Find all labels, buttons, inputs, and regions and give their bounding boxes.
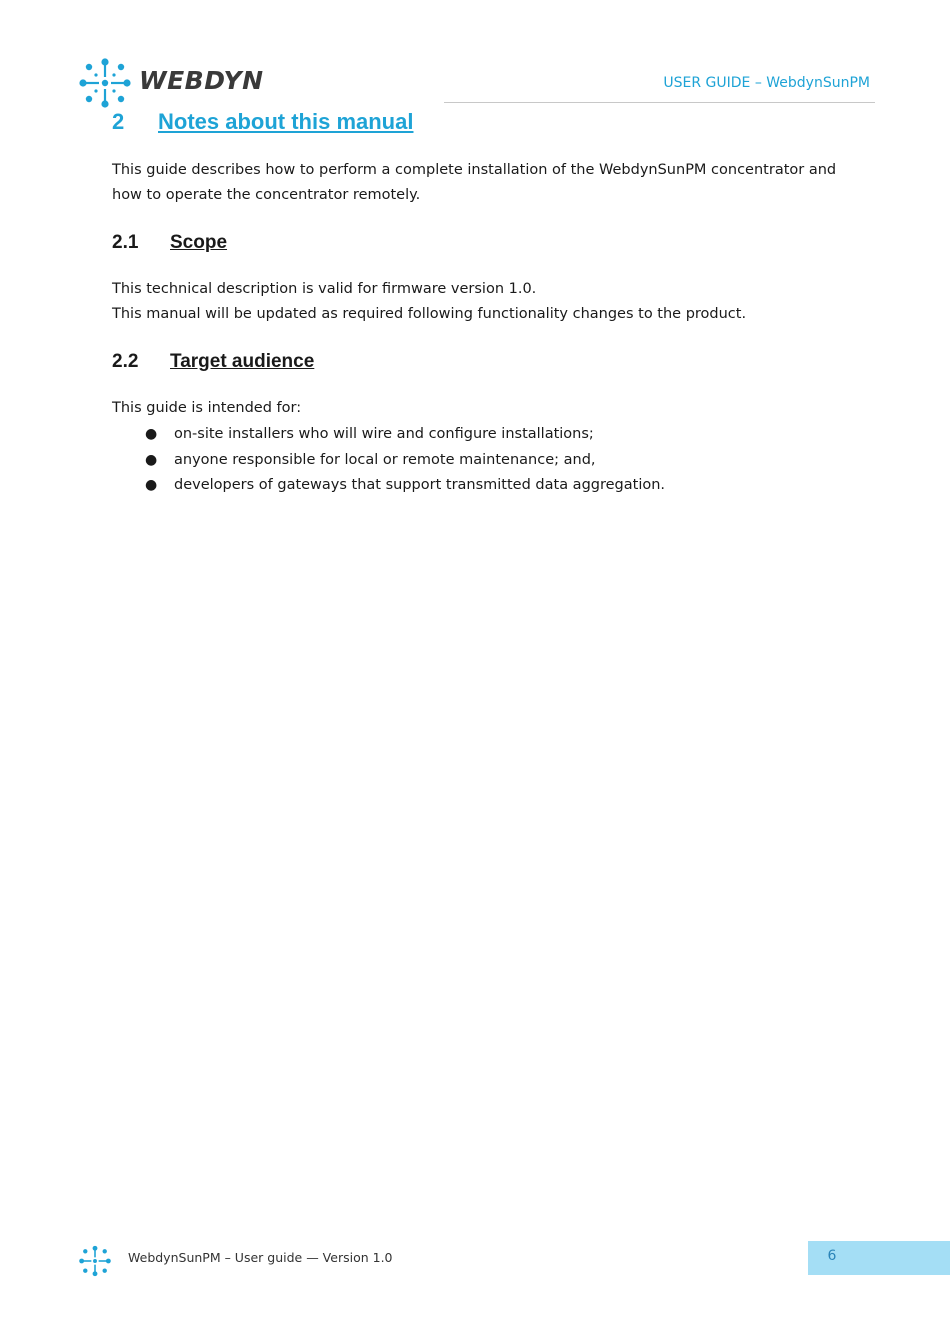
bullet-icon: ● bbox=[145, 451, 158, 468]
section-title-link[interactable]: Notes about this manual bbox=[158, 109, 414, 134]
brand-wordmark: WEBDYN bbox=[139, 66, 264, 95]
list-item-text: anyone responsible for local or remote maintenance; and, bbox=[174, 451, 596, 468]
section-number: 2 bbox=[112, 109, 125, 134]
scope-title: Scope bbox=[170, 232, 228, 253]
bullet-icon: ● bbox=[145, 426, 158, 442]
scope-number: 2.1 bbox=[112, 232, 139, 253]
header-title: USER GUIDE – WebdynSunPM bbox=[663, 75, 870, 91]
scope-line-1: This technical description is valid for firmware version 1.0. bbox=[112, 281, 537, 297]
bullet-icon: ● bbox=[145, 477, 158, 493]
webdyn-logo-icon bbox=[76, 55, 134, 111]
section-intro: This guide describes how to perform a complete installation of the WebdynSunPM concentrator and how to operate the concentrator remotely. bbox=[112, 162, 837, 203]
list-item-text: developers of gateways that support transmitted data aggregation. bbox=[174, 477, 666, 493]
page-number: 6 bbox=[827, 1248, 837, 1264]
scope-line-2: This manual will be updated as required following functionality changes to the product. bbox=[112, 306, 747, 322]
footer-text: WebdynSunPM – User guide — Version 1.0 bbox=[128, 1250, 393, 1265]
header-divider bbox=[444, 102, 875, 103]
audience-number: 2.2 bbox=[112, 351, 139, 372]
footer-logo-icon bbox=[77, 1244, 113, 1278]
list-item-text: on-site installers who will wire and configure installations; bbox=[174, 426, 594, 442]
page-number-box bbox=[808, 1241, 950, 1275]
audience-intro: This guide is intended for: bbox=[112, 400, 302, 416]
audience-title: Target audience bbox=[170, 351, 315, 372]
